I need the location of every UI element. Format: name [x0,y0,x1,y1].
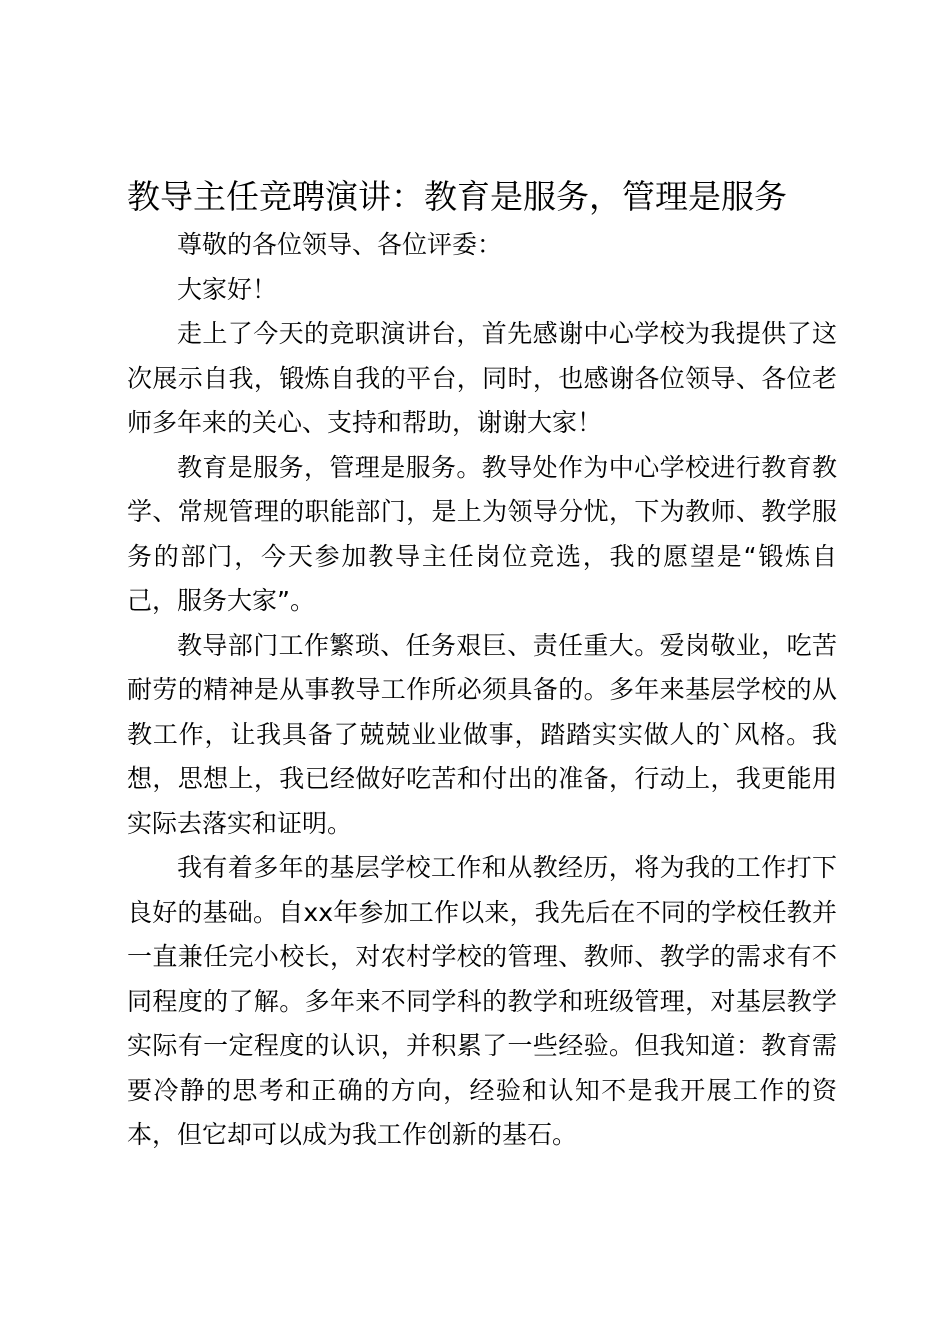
greeting: 大家好！ [177,274,278,304]
salutation: 尊敬的各位领导、各位评委： [177,230,503,259]
paragraph-service: 教育是服务，管理是服务。教导处作为中心学校进行教育教学、常规管理的职能部门，是上为领导分忧，下为教师、教学服务的部门，今天参加教导主任岗位竞选，我的愿望是“锻炼自己，服务大家”。 [127,452,837,615]
paragraph-thanks: 走上了今天的竞职演讲台，首先感谢中心学校为我提供了这次展示自我，锻炼自我的平台，同时，也感谢各位领导、各位老师多年来的关心、支持和帮助，谢谢大家！ [127,319,837,437]
document-title: 教导主任竞聘演讲：教育是服务，管理是服务 [127,177,787,216]
paragraph-experience: 我有着多年的基层学校工作和从教经历，将为我的工作打下良好的基础。自xx年参加工作以来，我先后在不同的学校任教并一直兼任完小校长，对农村学校的管理、教师、教学的需求有不同程度的了解。多年来不同学科的教学和班级管理，对基层教学实际有一定程度的认识，并积累了一些经验。但我知道：教育需要冷静的思考和正确的方向，经验和认知不是我开展工作的资本，但它却可以成为我工作创新的基石。 [127,853,837,1149]
document-page [127,172,837,1158]
paragraph-dedication: 教导部门工作繁琐、任务艰巨、责任重大。爱岗敬业，吃苦耐劳的精神是从事教导工作所必须具备的。多年来基层学校的从教工作，让我具备了兢兢业业做事，踏踏实实做人的`风格。我想，思想上，我已经做好吃苦和付出的准备，行动上，我更能用实际去落实和证明。 [127,630,837,838]
